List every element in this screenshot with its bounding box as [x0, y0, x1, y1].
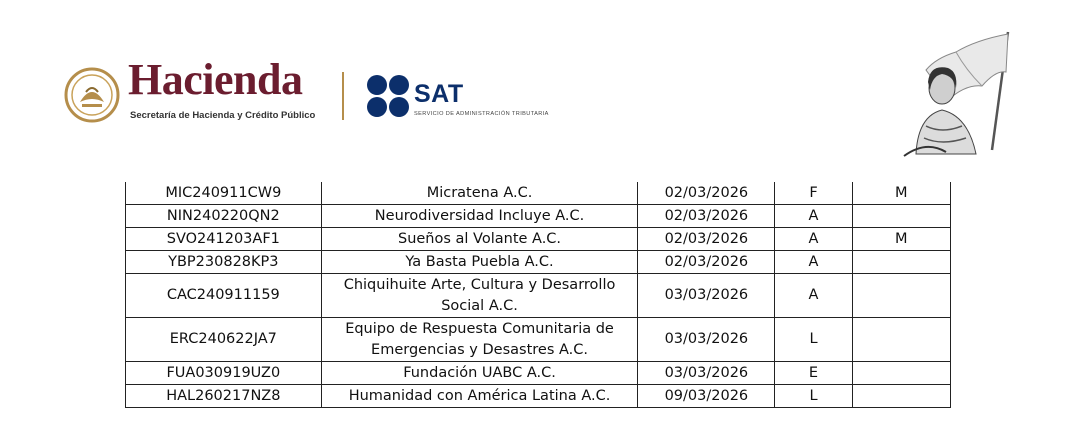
table-row — [126, 205, 951, 228]
table-row — [126, 318, 951, 362]
rfc-cell: YBP230828KP3 — [126, 251, 322, 274]
date-cell: 03/03/2026 — [638, 362, 775, 385]
rfc-cell: SVO241203AF1 — [126, 228, 322, 251]
table-row — [126, 385, 951, 408]
rfc-cell: NIN240220QN2 — [126, 205, 322, 228]
sat-logo-title: SAT — [414, 80, 464, 108]
date-cell: 03/03/2026 — [638, 318, 775, 362]
mark-cell — [852, 274, 950, 318]
table-row — [126, 182, 951, 205]
type-cell: F — [775, 182, 852, 205]
rfc-cell: HAL260217NZ8 — [126, 385, 322, 408]
name-cell: Micratena A.C. — [321, 182, 638, 205]
date-cell: 09/03/2026 — [638, 385, 775, 408]
rfc-cell: ERC240622JA7 — [126, 318, 322, 362]
sat-logo-subtitle: SERVICIO DE ADMINISTRACIÓN TRIBUTARIA — [414, 111, 549, 117]
type-cell: A — [775, 205, 852, 228]
name-cell: Equipo de Respuesta Comunitaria de Emergencias y Desastres A.C. — [321, 318, 638, 362]
table-row — [126, 362, 951, 385]
name-cell: Ya Basta Puebla A.C. — [321, 251, 638, 274]
name-cell: Fundación UABC A.C. — [321, 362, 638, 385]
date-cell: 02/03/2026 — [638, 182, 775, 205]
date-cell: 02/03/2026 — [638, 228, 775, 251]
mark-cell — [852, 385, 950, 408]
name-cell: Humanidad con América Latina A.C. — [321, 385, 638, 408]
hacienda-logo-subtitle: Secretaría de Hacienda y Crédito Público — [130, 110, 316, 121]
date-cell: 02/03/2026 — [638, 251, 775, 274]
rfc-cell: MIC240911CW9 — [126, 182, 322, 205]
sat-dots-logo-icon — [366, 74, 410, 118]
type-cell: L — [775, 385, 852, 408]
table-row — [126, 228, 951, 251]
hacienda-logo-title: Hacienda — [128, 55, 303, 104]
mark-cell — [852, 318, 950, 362]
page-header — [0, 0, 1080, 180]
woman-with-flag-illustration — [896, 30, 1016, 158]
logo-divider — [342, 72, 344, 120]
rfc-cell: FUA030919UZ0 — [126, 362, 322, 385]
type-cell: E — [775, 362, 852, 385]
date-cell: 03/03/2026 — [638, 274, 775, 318]
mark-cell — [852, 205, 950, 228]
mark-cell — [852, 362, 950, 385]
table-row — [126, 274, 951, 318]
type-cell: A — [775, 274, 852, 318]
mark-cell — [852, 251, 950, 274]
type-cell: L — [775, 318, 852, 362]
name-cell: Sueños al Volante A.C. — [321, 228, 638, 251]
mark-cell: M — [852, 228, 950, 251]
date-cell: 02/03/2026 — [638, 205, 775, 228]
type-cell: A — [775, 228, 852, 251]
name-cell: Chiquihuite Arte, Cultura y Desarrollo Social A.C. — [321, 274, 638, 318]
national-seal-icon — [64, 66, 120, 124]
name-cell: Neurodiversidad Incluye A.C. — [321, 205, 638, 228]
registry-table — [125, 182, 951, 408]
rfc-cell: CAC240911159 — [126, 274, 322, 318]
mark-cell: M — [852, 182, 950, 205]
table-row — [126, 251, 951, 274]
type-cell: A — [775, 251, 852, 274]
